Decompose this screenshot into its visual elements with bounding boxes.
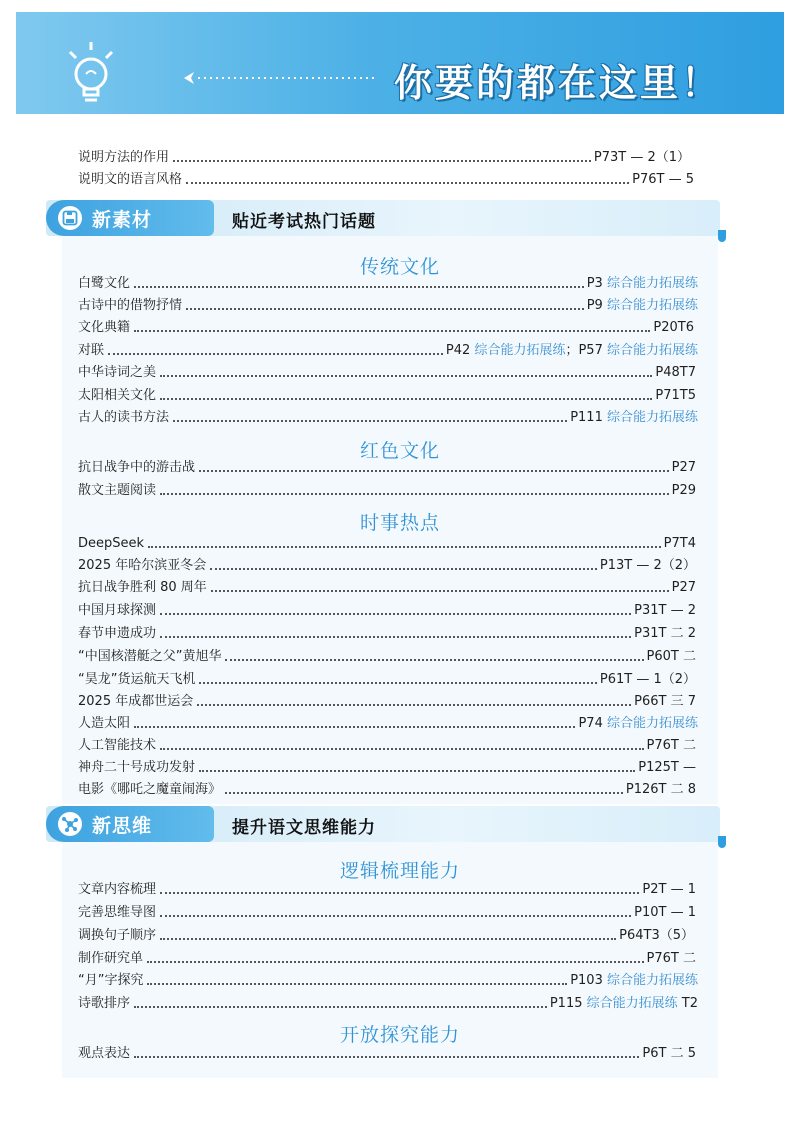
list-item: 古诗中的借物抒情 P9 综合能力拓展练: [78, 298, 698, 313]
list-item: 古人的读书方法 P111 综合能力拓展练: [78, 410, 698, 425]
header-banner: [16, 12, 784, 114]
list-item: “昊龙”货运航天飞机 P61T — 1（2）: [78, 672, 696, 687]
list-item: 太阳相关文化 P71T5: [78, 388, 696, 403]
list-item: 抗日战争胜利 80 周年 P27: [78, 580, 696, 595]
list-item: 说明方法的作用 P73T — 2（1）: [78, 150, 690, 165]
list-item: 诗歌排序 P115 综合能力拓展练 T2: [78, 996, 698, 1011]
list-item: 说明文的语言风格 P76T — 5: [78, 172, 694, 187]
group-heading: 传统文化: [359, 256, 440, 278]
list-item: 对联 P42 综合能力拓展练；P57 综合能力拓展练: [78, 343, 698, 358]
list-item: 白鹭文化 P3 综合能力拓展练: [78, 276, 698, 291]
molecule-icon: [58, 812, 82, 836]
section-subtitle: 贴近考试热门话题: [232, 212, 376, 232]
list-item: 文化典籍 P20T6: [78, 320, 694, 335]
list-item: 文章内容梳理 P2T — 1: [78, 882, 696, 897]
list-item: 2025 年成都世运会 P66T 三 7: [78, 694, 696, 709]
section-bar-new-material: [46, 200, 720, 236]
list-item: 春节申遗成功 P31T 二 2: [78, 626, 696, 641]
list-item: 制作研究单 P76T 二: [78, 951, 696, 966]
dotted-arrow-icon: [182, 68, 382, 88]
lightbulb-icon: [64, 40, 118, 110]
list-item: 完善思维导图 P10T — 1: [78, 905, 696, 920]
list-item: 神舟二十号成功发射 P125T —: [78, 760, 696, 775]
section-bar-new-thinking: [46, 806, 720, 842]
list-item: 中华诗词之美 P48T7: [78, 365, 696, 380]
list-item: 电影《哪吒之魔童闹海》 P126T 二 8: [78, 782, 696, 797]
list-item: “月”字探究 P103 综合能力拓展练: [78, 973, 698, 988]
list-item: 调换句子顺序 P64T3（5）: [78, 928, 694, 943]
group-heading: 逻辑梳理能力: [339, 860, 460, 882]
section-subtitle: 提升语文思维能力: [232, 818, 376, 838]
list-item: 散文主题阅读 P29: [78, 483, 696, 498]
list-item: DeepSeek P7T4: [78, 536, 696, 551]
list-item: “中国核潜艇之父”黄旭华 P60T 二: [78, 649, 696, 664]
list-item: 2025 年哈尔滨亚冬会 P13T — 2（2）: [78, 558, 696, 573]
list-item: 人工智能技术 P76T 二: [78, 738, 696, 753]
page-title: 你要的都在这里！: [393, 60, 722, 105]
group-heading: 时事热点: [359, 512, 440, 534]
list-item: 观点表达 P6T 二 5: [78, 1046, 696, 1061]
section-name: 新思维: [92, 814, 153, 837]
list-item: 中国月球探测 P31T — 2: [78, 603, 696, 618]
disk-icon: [58, 206, 82, 230]
group-heading: 开放探究能力: [339, 1024, 460, 1046]
section-name: 新素材: [92, 208, 153, 231]
group-heading: 红色文化: [359, 440, 440, 462]
list-item: 抗日战争中的游击战 P27: [78, 460, 696, 475]
list-item: 人造太阳 P74 综合能力拓展练: [78, 716, 698, 731]
